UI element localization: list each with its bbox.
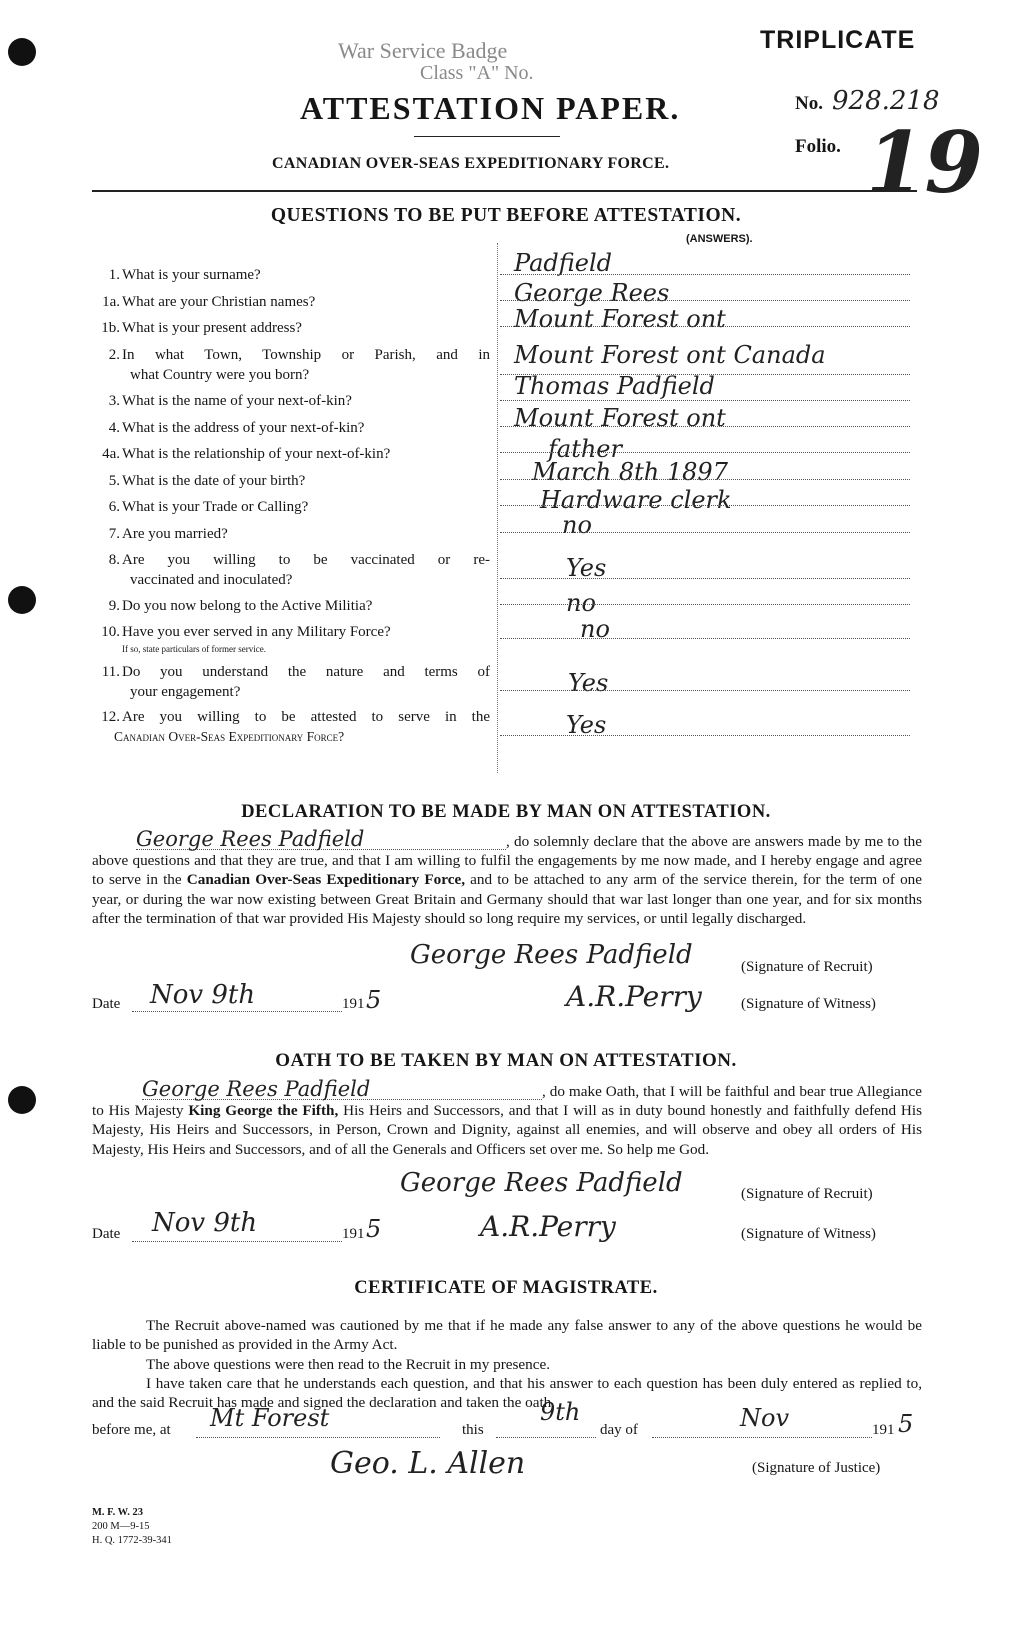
year-prefix: 191 [342, 996, 365, 1012]
oath-text [92, 1077, 922, 1159]
question-number: 8. [108, 552, 120, 568]
answer-surname: Padfield [514, 249, 612, 277]
answers-label: (ANSWERS). [686, 233, 753, 245]
answer-kin-relationship: father [548, 435, 622, 463]
answer-line [500, 400, 910, 401]
declaration-recruit-name: George Rees Padfield [136, 830, 506, 850]
question-text: Canadian Over-Seas Expeditionary Force? [114, 729, 345, 744]
magistrate-paragraph-2: The above questions were then read to the Recruit in my presence. [146, 1356, 551, 1373]
question-number: 6. [108, 499, 120, 515]
oath-king-name: King George the Fifth, [188, 1102, 339, 1120]
answer-understand-terms: Yes [568, 669, 609, 697]
answer-present-address: Mount Forest ont [514, 305, 726, 333]
oath-body-a: , do make Oath, that I will be faithful and bear true Allegiance to His Majesty [92, 1083, 922, 1120]
answer-line [500, 300, 910, 301]
magistrate-paragraph-3: I have taken care that he understands each question, and that his answer to each question has been duly entered as replied to, and the said Recruit has made and signed the declaration and taken the oath [92, 1375, 922, 1412]
declaration-text [92, 827, 922, 928]
place-line [196, 1437, 440, 1438]
question-number: 10. [101, 624, 120, 640]
question-number: 4a. [102, 446, 120, 462]
question-text: What is your Trade or Calling? [122, 499, 309, 515]
magistrate-year-digit: 5 [898, 1410, 914, 1438]
recruit-signature-caption: (Signature of Recruit) [741, 959, 873, 975]
year-prefix: 191 [342, 1226, 365, 1242]
answer-trade: Hardware clerk [540, 486, 732, 514]
magistrate-heading: CERTIFICATE OF MAGISTRATE. [354, 1278, 658, 1298]
witness-signature-caption: (Signature of Witness) [741, 996, 876, 1012]
this-label: this [462, 1422, 484, 1438]
page-subtitle: CANADIAN OVER-SEAS EXPEDITIONARY FORCE. [272, 155, 670, 172]
badge-class-stamp: Class "A" No. [420, 62, 534, 84]
question-text: Do you understand the nature and terms of [122, 664, 490, 680]
question-number: 2. [108, 347, 120, 363]
declaration-year-digit: 5 [366, 986, 382, 1014]
before-me-label: before me, at [92, 1422, 171, 1438]
copy-label: TRIPLICATE [760, 26, 916, 54]
declaration-recruit-signature: George Rees Padfield [410, 940, 693, 970]
answer-line [500, 426, 910, 427]
question-number: 12. [101, 709, 120, 725]
number-label: No. [795, 93, 823, 114]
question-text: What is your surname? [122, 267, 261, 283]
question-number: 3. [108, 393, 120, 409]
answer-line [500, 690, 910, 691]
declaration-date: Nov 9th [150, 980, 256, 1010]
declaration-body-b: and to be attached to any arm of the service therein, for the term of one year, or during the war now existing between Great Britain and Germany should that war last longer than one year, and for six months after the termination of that war provided His Majesty should so long require my services, or until legally discharged. [92, 871, 922, 927]
day-line [496, 1437, 596, 1438]
oath-body-b: His Heirs and Successors, and that I will as in duty bound honestly and faithfully defend His Majesty, His Heirs and Successors, in Person, Crown and Dignity, against all enemies, and will observe and obey all orders of His Majesty, His Heirs and Successors, and of all the Generals and Officers set over me. So help me God. [92, 1102, 922, 1158]
answer-line [500, 374, 910, 375]
question-number: 11. [101, 664, 120, 680]
answer-christian-names: George Rees [514, 279, 670, 307]
oath-recruit-signature: George Rees Padfield [400, 1168, 683, 1198]
day-of-label: day of [600, 1422, 638, 1438]
declaration-heading: DECLARATION TO BE MADE BY MAN ON ATTESTATION. [241, 802, 771, 822]
oath-heading: OATH TO BE TAKEN BY MAN ON ATTESTATION. [275, 1050, 737, 1071]
war-service-badge-stamp: War Service Badge [338, 38, 508, 63]
answer-willing-to-serve: Yes [566, 711, 607, 739]
questions-heading: QUESTIONS TO BE PUT BEFORE ATTESTATION. [270, 205, 742, 226]
print-run: 200 M—9-15 [92, 1521, 150, 1532]
answer-line [500, 326, 910, 327]
question-text: Do you now belong to the Active Militia? [122, 598, 373, 614]
question-text: vaccinated and inoculated? [130, 572, 293, 588]
title-rule [414, 136, 560, 137]
answer-line [500, 479, 910, 480]
form-code: M. F. W. 23 [92, 1507, 143, 1518]
question-number: 4. [108, 420, 120, 436]
oath-witness-signature: A.R.Perry [480, 1210, 616, 1243]
answer-vaccinated: Yes [566, 554, 607, 582]
answer-birth-date: March 8th 1897 [532, 458, 728, 486]
question-text: What is the date of your birth? [122, 473, 306, 489]
witness-signature-caption: (Signature of Witness) [741, 1226, 876, 1242]
answer-line [500, 505, 910, 506]
answer-next-of-kin: Thomas Padfield [514, 372, 715, 400]
folio-label: Folio. [795, 136, 841, 157]
date-label: Date [92, 1226, 121, 1242]
answer-column-rule [497, 243, 498, 773]
declaration-body-a: , do solemnly declare that the above are answers made by me to the above questions and that they are true, and that I am willing to fulfil the engagements by me now made, and I hereby engage and agree to serve in the [92, 833, 922, 889]
question-number: 7. [108, 526, 120, 542]
answer-line [500, 532, 910, 533]
declaration-witness-signature: A.R.Perry [566, 980, 702, 1013]
question-number: 1a. [102, 294, 120, 310]
question-number: 5. [108, 473, 120, 489]
date-line [132, 1241, 342, 1242]
answer-line [500, 735, 910, 736]
answer-line [500, 604, 910, 605]
binder-hole [8, 38, 36, 66]
question-text: Are you willing to be attested to serve in the [122, 709, 490, 725]
answer-birthplace: Mount Forest ont Canada [514, 341, 826, 369]
question-number: 9. [108, 598, 120, 614]
magistrate-day: 9th [540, 1398, 581, 1426]
date-label: Date [92, 996, 121, 1012]
justice-signature: Geo. L. Allen [330, 1446, 526, 1481]
header-rule [92, 190, 917, 192]
regimental-number: 928.218 [832, 86, 940, 116]
declaration-force-name: Canadian Over-Seas Expeditionary Force, [186, 871, 465, 889]
question-text: What is the name of your next-of-kin? [122, 393, 352, 409]
answer-line [500, 274, 910, 275]
question-text: Have you ever served in any Military Force? [122, 624, 391, 640]
answer-line [500, 452, 910, 453]
answer-military-service: no [580, 615, 610, 643]
answer-line [500, 638, 910, 639]
question-text: In what Town, Township or Parish, and in [122, 347, 490, 363]
page-title: ATTESTATION PAPER. [300, 90, 681, 126]
question-text: your engagement? [130, 684, 241, 700]
hq-reference: H. Q. 1772-39-341 [92, 1535, 172, 1546]
question-number: 1b. [101, 320, 120, 336]
answer-kin-address: Mount Forest ont [514, 404, 726, 432]
binder-hole [8, 586, 36, 614]
question-text: Are you willing to be vaccinated or re- [122, 552, 490, 568]
question-text: what Country were you born? [130, 367, 310, 383]
oath-recruit-name: George Rees Padfield [142, 1080, 542, 1100]
year-prefix: 191 [872, 1422, 895, 1438]
question-text: What is your present address? [122, 320, 302, 336]
magistrate-paragraph-1: The Recruit above-named was cautioned by me that if he made any false answer to any of the above questions he would be liable to be punished as provided in the Army Act. [92, 1317, 922, 1354]
question-number: 1. [108, 267, 120, 283]
question-text: What are your Christian names? [122, 294, 316, 310]
oath-date: Nov 9th [152, 1208, 258, 1238]
answer-line [500, 578, 910, 579]
question-text: Are you married? [122, 526, 228, 542]
answer-married: no [562, 511, 592, 539]
month-line [652, 1437, 872, 1438]
answer-active-militia: no [566, 589, 596, 617]
magistrate-month: Nov [740, 1404, 790, 1432]
justice-signature-caption: (Signature of Justice) [752, 1460, 881, 1476]
magistrate-place: Mt Forest [210, 1404, 330, 1432]
binder-hole [8, 1086, 36, 1114]
question-note: If so, state particulars of former service. [122, 644, 266, 654]
date-line [132, 1011, 342, 1012]
folio-number: 19 [866, 113, 983, 212]
question-text: What is the relationship of your next-of-kin? [122, 446, 391, 462]
question-text: What is the address of your next-of-kin? [122, 420, 365, 436]
oath-year-digit: 5 [366, 1215, 382, 1243]
recruit-signature-caption: (Signature of Recruit) [741, 1186, 873, 1202]
